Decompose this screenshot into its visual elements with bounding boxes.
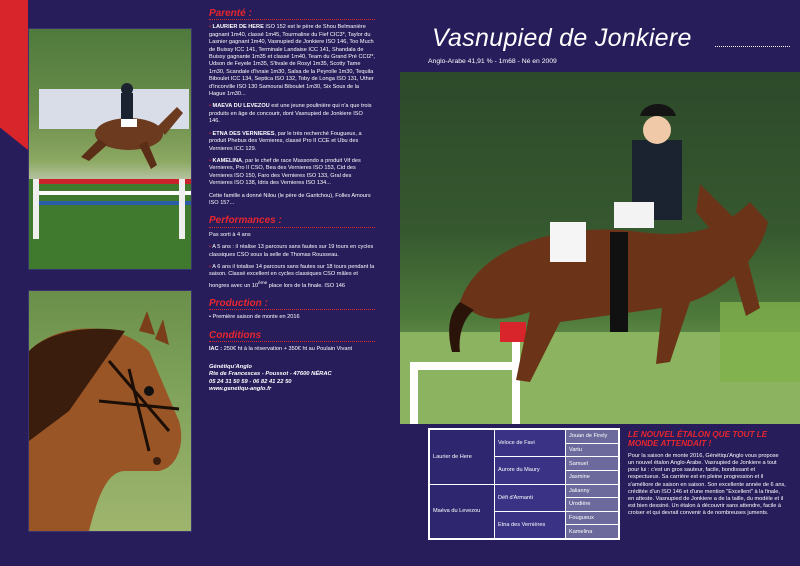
conditions-section	[209, 329, 375, 354]
parente-p5: Cette famille a donné Nilou (le père de Garitchou), Folles Amours ISO 157...	[209, 192, 371, 206]
pedigree-ggp-4: Jasmine	[566, 470, 619, 484]
pedigree-ggp-1: Jouan de Firely	[566, 430, 619, 444]
production-title: Production :	[209, 300, 375, 310]
pedigree-dam: Maéva du Levezou	[430, 484, 495, 539]
pedigree-ggp-3: Samuel	[566, 457, 619, 471]
jumping-photo	[28, 28, 192, 270]
production-section	[209, 300, 375, 322]
pedigree-ggp-8: Kamelina	[566, 525, 619, 539]
performances-intro: Pas sorti à 4 ans	[209, 231, 251, 238]
pedigree-sire: Laurier de Here	[430, 430, 495, 485]
great-granddam-name: KAMELINA	[212, 157, 243, 164]
contact-phone: 05 24 31 50 59 - 06 82 41 22 50	[209, 378, 292, 385]
title-dotted-rule	[715, 46, 790, 47]
parente-section	[209, 10, 375, 207]
pedigree-grandsire-2: Défi d'Armanti	[495, 484, 566, 511]
performances-p1: • A 5 ans : il réalise 13 parcours sans fautes sur 19 tours en cycles classiques CSO sous la selle de Thomas Rousseau.	[209, 244, 374, 258]
horse-head-illustration	[29, 291, 191, 531]
contact-address: Rte de Francescas - Poussot - 47600 NÉRAC	[209, 371, 332, 378]
pedigree-ggp-2: Vartu	[566, 443, 619, 457]
pedigree-ggp-6: Urodière	[566, 498, 619, 512]
performances-title: Performances :	[209, 217, 375, 227]
pedigree-ggp-5: Jalianny	[566, 484, 619, 498]
parente-p3: • ETNA DES VERNIERES, par le très recherché Fougueux, a produit Phebus des Vernieres, classé Pro II CCE et Ubu des Vernieres ICC 129.	[209, 130, 362, 152]
horse-subtitle: Anglo-Arabe 41,91 % - 1m68 - Né en 2009	[428, 58, 557, 65]
pedigree-ggp-7: Fougueux	[566, 511, 619, 525]
production-item: • Première saison de monte en 2016	[209, 314, 300, 321]
contact-website[interactable]: www.genetiqu-anglo.fr	[209, 386, 272, 393]
parente-p4: • KAMELINA, par le chef de race Massondo a produit Vif des Vernieres, Pro II CSO, Bea des Vernieres ISO 153, Cid des Vernieres ISO 150, Faro des Vernieres ISO 133, Gral des Vernieres ISO 138, Idris des Vernieres ISO 134...	[209, 157, 361, 187]
sire-name: LAURIER DE HERE	[212, 24, 264, 31]
main-jumping-illustration	[400, 72, 800, 424]
red-corner-decoration	[0, 0, 28, 150]
jumping-illustration	[29, 29, 191, 269]
performances-section	[209, 217, 375, 290]
pedigree-granddam-2: Etna des Vernières	[495, 511, 566, 538]
pedigree-grid	[429, 429, 619, 539]
pedigree-table	[428, 428, 620, 540]
conditions-text: IAC : 250€ ht à la réservation + 350€ ht au Poulain Vivant	[209, 346, 353, 353]
parente-title: Parenté :	[209, 10, 375, 20]
contact-block	[209, 364, 375, 394]
promo-title: LE NOUVEL ÉTALON QUE TOUT LE MONDE ATTENDAIT !	[628, 430, 768, 449]
contact-company: Génétiqu'Anglo	[209, 363, 252, 370]
parente-p1: • LAURIER DE HERE ISO 152 est le père de Shou Belmanière gagnant 1m40, classé 1m45, Tourmaline du Fief CIC3*, Taylor du Lasnier gagnant 1m40, Vasnupied de Jonkiere ISO 146, Too Much de Buissy ICC 141, Terminale Landaise ICC 141, Shandala de Buissy gagnante 1m35 et classé 1m40, Team du Grand Pré CCI2*, Udson de Feyele 1m35, S'tivale de Rosyl 1m35, Scotty Tame 1m30, Scandale d'Ivraie 1m30, Salsa de la Peyrolle 1m30, Tequila Biboulet ICC 134, Septica ISO 132, Toby de Longa ISO 131, Uther d'Incorville ISO 130 Samourai Biboulet 1m30, Six Sous de la Hague 1m30...	[209, 24, 375, 98]
granddam-name: ETNA DES VERNIERES	[212, 130, 275, 137]
performances-p2: • A 6 ans il totalise 14 parcours sans fautes sur 18 tours pendant la saison. Classé excellent en cycles classiques CSO mâles et hongres avec un 10ème place lors de la finale. ISO 146	[209, 263, 375, 289]
parente-p2: • MAEVA DU LEVEZOU est une jeune poulinière qui n'a que trois produits en âge de concourir, dont Vasnupied de Jonkiere ISO 146.	[209, 103, 372, 125]
promo-block	[628, 430, 786, 518]
left-text-column	[209, 10, 375, 394]
right-page	[400, 0, 800, 566]
main-jumping-photo	[400, 72, 800, 424]
promo-body: Pour la saison de monte 2016, Génétiqu'Anglo vous propose un nouvel étalon Anglo-Arabe. Vasnupied de Jonkiere a tout pour lui : c'est un gros sauteur, facile, bondissant et respectueux. Sa carrière est en pleine progression et il s'améliore de saison en saison. Son excellente année de 6 ans, créditée d'un ISO 146 et d'une mention "Excellent" à la finale, en atteste. Vasnupied de Jonkiere a de la taille, du modèle et il est bien dessiné. Un étalon à découvrir sans attendre, facile à croiser et qui devrait convenir à de nombreuses juments.	[628, 452, 786, 517]
pedigree-granddam-1: Aurore du Maury	[495, 457, 566, 484]
pedigree-grandsire-1: Veloce de Favi	[495, 430, 566, 457]
horse-title: Vasnupied de Jonkiere	[432, 24, 692, 52]
horse-portrait-photo	[28, 290, 192, 532]
conditions-title: Conditions	[209, 332, 375, 342]
dam-name: MAEVA DU LEVEZOU	[212, 103, 270, 110]
